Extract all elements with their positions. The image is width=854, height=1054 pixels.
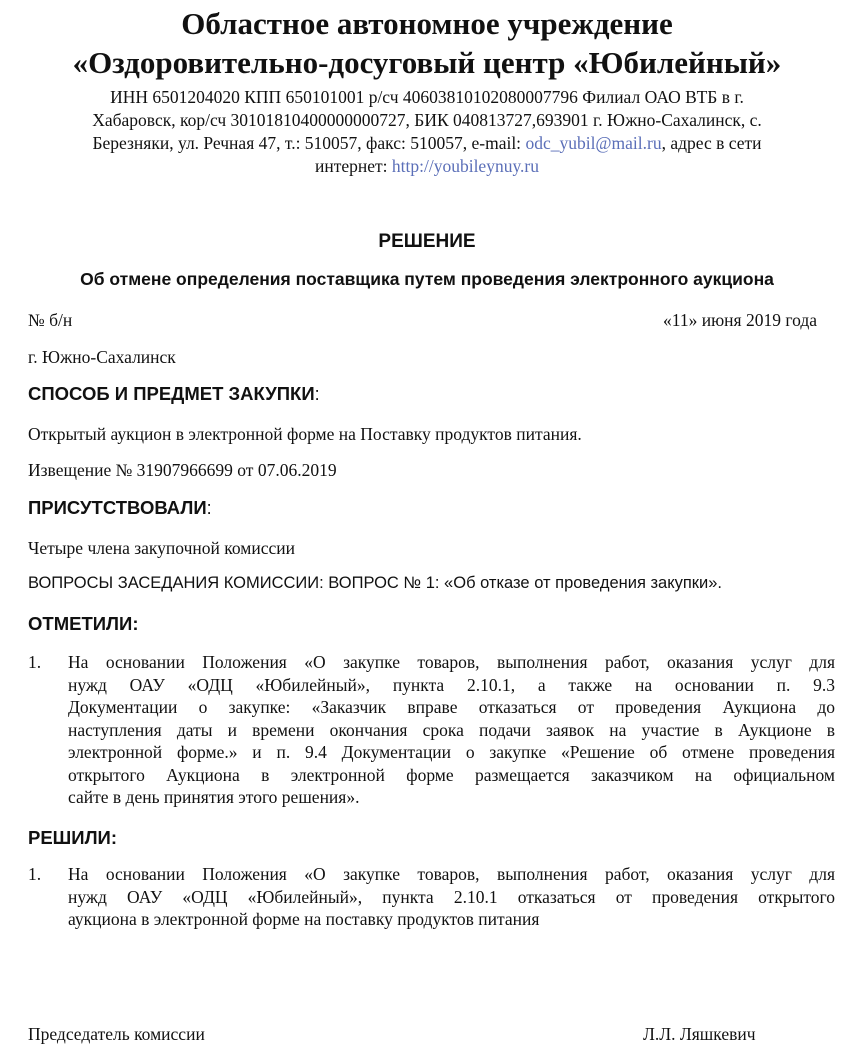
- decided-line: нужд ОАУ «ОДЦ «Юбилейный», пункта 2.10.1 отказаться от проведения открытого: [68, 886, 835, 907]
- requisites-line-4: [22, 154, 832, 178]
- method-text: Открытый аукцион в электронной форме на Поставку продуктов питания.: [28, 424, 582, 444]
- noted-heading: ОТМЕТИЛИ:: [28, 613, 139, 634]
- requisites-line-1: ИНН 6501204020 КПП 650101001 р/сч 40603810102080007796 Филиал ОАО ВТБ в г.: [110, 87, 744, 107]
- present-text: Четыре члена закупочной комиссии: [28, 538, 295, 558]
- noted-line: На основании Положения «О закупке товаров, выполнения работ, оказания услуг для: [68, 652, 835, 672]
- method-heading: СПОСОБ И ПРЕДМЕТ ЗАКУПКИ: [28, 383, 315, 404]
- present-heading: ПРИСУТСТВОВАЛИ: [28, 497, 207, 518]
- decided-line: аукциона в электронной форме на поставку продуктов питания: [68, 909, 540, 929]
- requisites-line-2: Хабаровск, кор/сч 30101810400000000727, БИК 040813727,693901 г. Южно-Сахалинск, с.: [92, 110, 762, 130]
- requisites-line-3-suffix: , адрес в сети: [661, 133, 762, 153]
- email-link[interactable]: odc_yubil@mail.ru: [525, 133, 662, 153]
- document-subtitle: Об отмене определения поставщика путем проведения электронного аукциона: [80, 269, 774, 289]
- org-name-line-1: Областное автономное учреждение: [181, 6, 673, 41]
- decided-line: На основании Положения «О закупке товаров, выполнения работ, оказания услуг для: [68, 864, 835, 884]
- noted-line: наступления даты и времени окончания срока подачи заявок на участие в Аукционе в: [68, 719, 835, 740]
- decided-item-text: [68, 863, 835, 931]
- document-title: РЕШЕНИЕ: [378, 231, 476, 252]
- requisites-line-4-prefix: интернет:: [314, 156, 392, 176]
- requisites-line-3-prefix: Березняки, ул. Речная 47, т.: 510057, факс: 510057, e-mail:: [92, 133, 526, 153]
- noted-item-text: [68, 651, 835, 809]
- present-heading-row: [28, 497, 212, 519]
- present-heading-colon: :: [206, 498, 212, 518]
- document-date: «11» июня 2019 года: [663, 310, 817, 330]
- notice-text: Извещение № 31907966699 от 07.06.2019: [28, 460, 337, 480]
- decided-heading: РЕШИЛИ:: [28, 827, 118, 848]
- noted-line: Документации о закупке: «Заказчик вправе отказаться от проведения Аукциона до: [68, 697, 835, 717]
- method-heading-row: [28, 383, 320, 405]
- decided-item-number: 1.: [28, 864, 42, 884]
- method-heading-colon: :: [314, 384, 320, 404]
- signature-name: Л.Л. Ляшкевич: [643, 1024, 756, 1044]
- signature-role: Председатель комиссии: [28, 1024, 205, 1044]
- document-city: г. Южно-Сахалинск: [28, 347, 176, 367]
- org-name-line-2: «Оздоровительно-досуговый центр «Юбилейный»: [72, 45, 782, 80]
- noted-line: открытого Аукциона в электронной форме размещается заказчиком на официальном: [68, 764, 835, 785]
- website-link[interactable]: http://youbileynuy.ru: [391, 156, 540, 176]
- questions-text: ВОПРОСЫ ЗАСЕДАНИЯ КОМИССИИ: ВОПРОС № 1: «Об отказе от проведения закупки».: [28, 574, 723, 592]
- noted-line: сайте в день принятия этого решения».: [68, 787, 360, 807]
- noted-item-number: 1.: [28, 652, 42, 672]
- document-number: № б/н: [28, 310, 73, 330]
- noted-line: нужд ОАУ «ОДЦ «Юбилейный», пункта 2.10.1, а также на основании п. 9.3: [68, 674, 835, 695]
- noted-line: электронной форме.» и п. 9.4 Документации о закупке «Решение об отмене проведения: [68, 742, 835, 762]
- requisites-line-3: [22, 131, 832, 155]
